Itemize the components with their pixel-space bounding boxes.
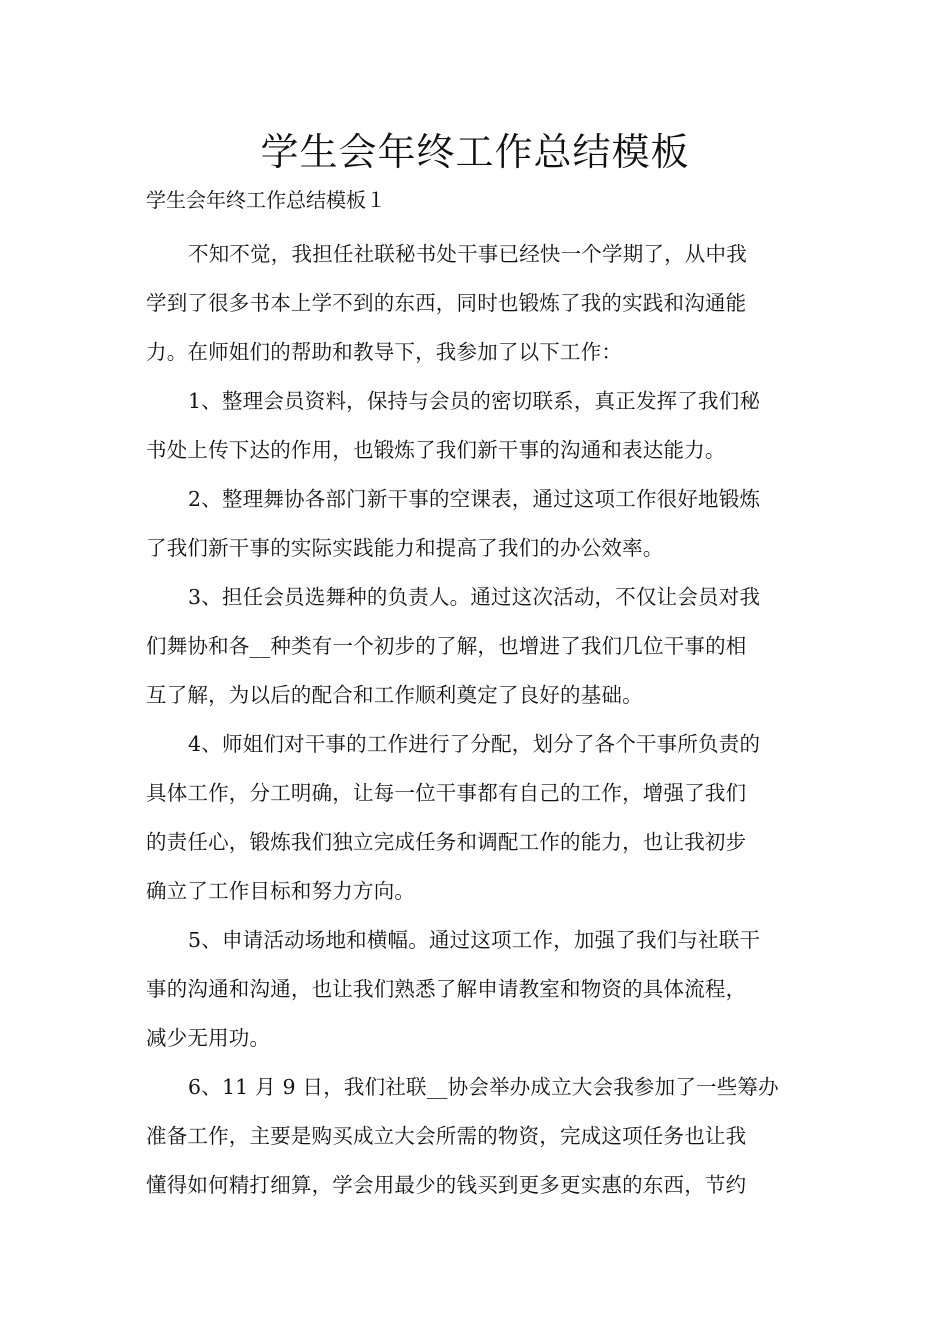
document-body bbox=[146, 230, 808, 1210]
body-line: 不知不觉，我担任社联秘书处干事已经快一个学期了，从中我 bbox=[188, 242, 747, 266]
body-line: 了我们新干事的实际实践能力和提高了我们的办公效率。 bbox=[146, 536, 664, 560]
body-line: 的责任心，锻炼我们独立完成任务和调配工作的能力，也让我初步 bbox=[146, 830, 747, 854]
body-line: 互了解，为以后的配合和工作顺利奠定了良好的基础。 bbox=[146, 683, 643, 707]
body-line: 懂得如何精打细算，学会用最少的钱买到更多更实惠的东西，节约 bbox=[146, 1173, 747, 1197]
body-line: 具体工作，分工明确，让每一位干事都有自己的工作，增强了我们 bbox=[146, 781, 747, 805]
document-subtitle: 学生会年终工作总结模板１ bbox=[146, 188, 386, 212]
body-line: 2、整理舞协各部门新干事的空课表，通过这项工作很好地锻炼 bbox=[188, 487, 761, 511]
body-line: 事的沟通和沟通，也让我们熟悉了解申请教室和物资的具体流程， bbox=[146, 977, 747, 1001]
body-line: 书处上传下达的作用，也锻炼了我们新干事的沟通和表达能力。 bbox=[146, 438, 726, 462]
body-line: 1、整理会员资料，保持与会员的密切联系，真正发挥了我们秘 bbox=[188, 389, 761, 413]
document-title: 学生会年终工作总结模板 bbox=[260, 130, 690, 174]
body-line: 准备工作，主要是购买成立大会所需的物资，完成这项任务也让我 bbox=[146, 1124, 747, 1148]
body-line: 减少无用功。 bbox=[146, 1026, 271, 1050]
body-line: 6、11 月 9 日，我们社联__协会举办成立大会我参加了一些筹办 bbox=[188, 1075, 779, 1099]
body-line: 4、师姐们对干事的工作进行了分配，划分了各个干事所负责的 bbox=[188, 732, 761, 756]
body-line: 3、担任会员选舞种的负责人。通过这次活动，不仅让会员对我 bbox=[188, 585, 761, 609]
body-line: 确立了工作目标和努力方向。 bbox=[146, 879, 416, 903]
body-line: 5、申请活动场地和横幅。通过这项工作，加强了我们与社联干 bbox=[188, 928, 761, 952]
body-line: 们舞协和各__种类有一个初步的了解，也增进了我们几位干事的相 bbox=[146, 634, 747, 658]
body-line: 力。在师姐们的帮助和教导下，我参加了以下工作： bbox=[146, 340, 623, 364]
body-line: 学到了很多书本上学不到的东西，同时也锻炼了我的实践和沟通能 bbox=[146, 291, 747, 315]
